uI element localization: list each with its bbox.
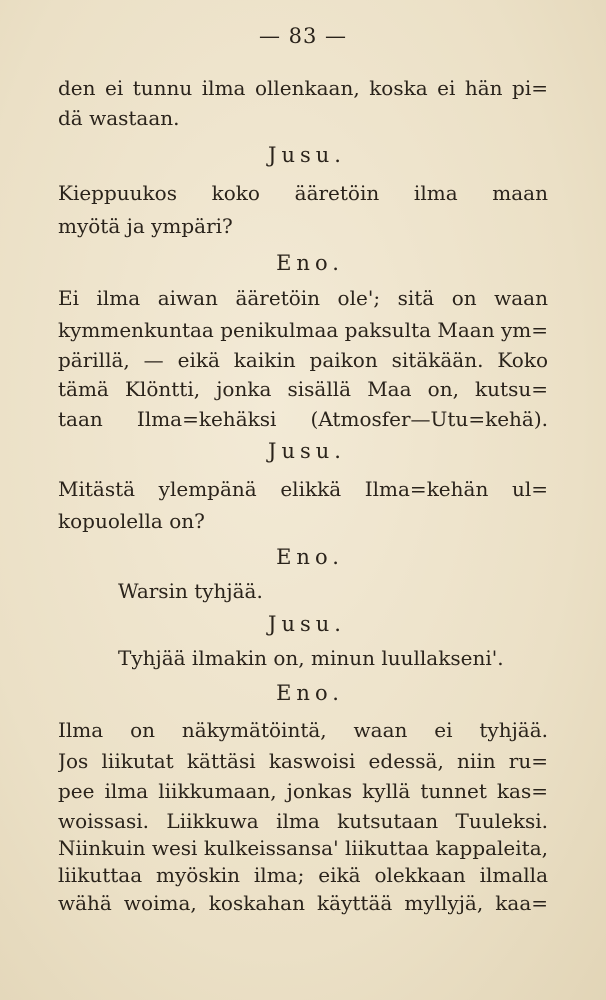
text-line: Ilma on näkymätöintä, waan ei tyhjää. [58,718,548,742]
text-line: liikuttaa myöskin ilma; eikä olekkaan ilmalla [58,863,548,887]
text-line: kopuolella on? [58,509,205,533]
text-line: Ei ilma aiwan ääretöin ole'; sitä on waan [58,286,548,310]
text-line: taan Ilma=kehäksi (Atmosfer—Utu=kehä). [58,407,548,431]
text-line: kymmenkuntaa penikulmaa paksulta Maan ym= [58,318,548,342]
speaker-name-jusu: Jusu. [268,439,346,463]
text-line: tämä Klöntti, jonka sisällä Maa on, kutsu= [58,377,548,401]
text-line: den ei tunnu ilma ollenkaan, koska ei hän pi= [58,76,548,100]
page-number-header: — 83 — [258,24,348,48]
speaker-name-eno: Eno. [276,251,344,275]
text-line: dä wastaan. [58,106,180,130]
speaker-name-eno: Eno. [276,681,344,705]
text-line: Warsin tyhjää. [118,579,263,603]
speaker-name-jusu: Jusu. [268,612,346,636]
text-line: Mitästä ylempänä elikkä Ilma=kehän ul= [58,477,548,501]
text-line: pärillä, — eikä kaikin paikon sitäkään. Koko [58,348,548,372]
text-line: Niinkuin wesi kulkeissansa' liikuttaa kappaleita, [58,836,548,860]
text-line: woissasi. Liikkuwa ilma kutsutaan Tuuleksi. [58,809,548,833]
text-line: Tyhjää ilmakin on, minun luullakseni'. [118,646,504,670]
speaker-name-eno: Eno. [276,545,344,569]
speaker-name-jusu: Jusu. [268,143,346,167]
text-line: Kieppuukos koko ääretöin ilma maan [58,181,548,205]
text-line: myötä ja ympäri? [58,214,233,238]
text-line: wähä woima, koskahan käyttää myllyjä, kaa= [58,891,548,915]
text-line: pee ilma liikkumaan, jonkas kyllä tunnet kas= [58,779,548,803]
text-line: Jos liikutat kättäsi kaswoisi edessä, niin ru= [58,749,548,773]
